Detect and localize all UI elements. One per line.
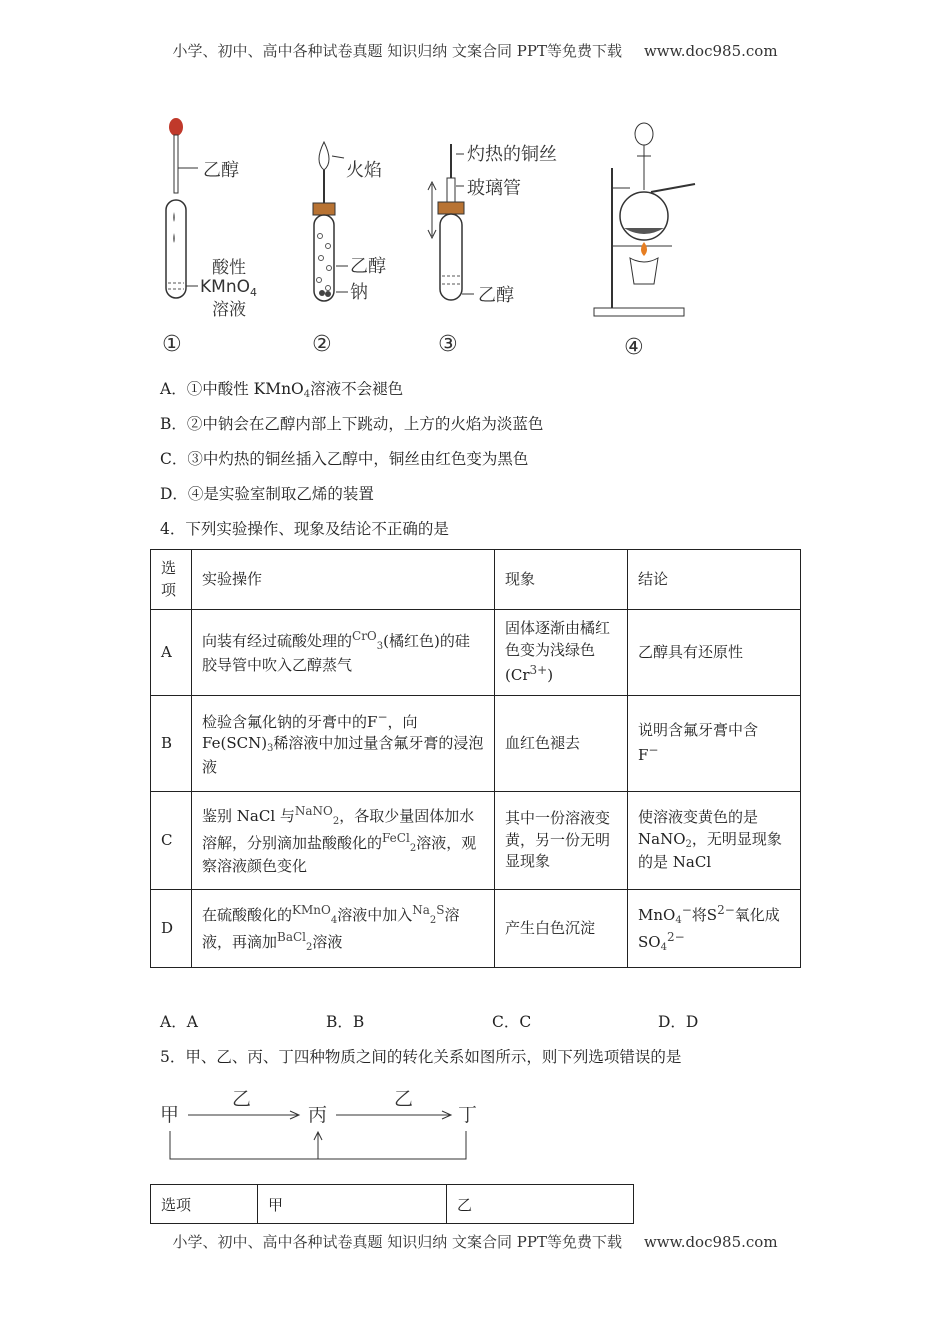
q3-option-b: B．②中钠会在乙醇内部上下跳动，上方的火焰为淡蓝色 (160, 415, 544, 433)
header-text: 小学、初中、高中各种试卷真题 知识归纳 文案合同 PPT等免费下载 (172, 42, 622, 60)
header-operation: 实验操作 (192, 550, 495, 610)
row-phenomenon: 血红色褪去 (495, 696, 628, 792)
f1-sol-label-3: 溶液 (212, 300, 246, 320)
table-header-row (151, 1185, 634, 1224)
row-conclusion: 说明含氟牙膏中含 F− (628, 696, 801, 792)
table-header-row (151, 550, 801, 610)
figure-number-3: ③ (438, 332, 458, 357)
stopper-3-icon (438, 202, 464, 214)
q4-table (150, 549, 801, 968)
figure-2 (312, 142, 386, 357)
header-conclusion: 结论 (628, 550, 801, 610)
row-phenomenon: 其中一份溶液变黄，另一份无明显现象 (495, 792, 628, 890)
f3-ethanol-label: 乙醇 (478, 285, 514, 306)
f3-wire-label: 灼热的铜丝 (467, 144, 557, 165)
row-operation: 在硫酸酸化的$^{KMnO}_4$溶液中加入$^{Na}_2^S$溶液，再滴加$^{BaCl}_2$溶液 (192, 890, 495, 968)
q3-option-a: A．①中酸性 KMnO4溶液不会褪色 (160, 380, 404, 400)
f2-ethanol-label: 乙醇 (350, 256, 386, 277)
q4-option-b: B．B (326, 1013, 365, 1031)
scheme-jia: 甲 (160, 1104, 180, 1126)
q3-option-d: D．④是实验室制取乙烯的装置 (160, 485, 374, 503)
q5-table (150, 1184, 634, 1224)
table-row (151, 792, 801, 890)
header-url: www.doc985.com (643, 42, 778, 60)
footer-url: www.doc985.com (643, 1233, 778, 1251)
figure-1 (162, 118, 257, 357)
row-phenomenon: 固体逐渐由橘红色变为浅绿色$(Cr^{3+})$ (495, 610, 628, 696)
row-label: C (151, 792, 192, 890)
q5-header-option: 选项 (151, 1185, 258, 1224)
f1-sol-label-2: KMnO$_4$ (200, 277, 257, 299)
flame-icon (319, 142, 329, 170)
row-conclusion: MnO$_4$−将$S^{2-}$氧化成 $SO_4^{2-}$ (628, 890, 801, 968)
q3-option-c: C．③中灼热的铜丝插入乙醇中，铜丝由红色变为黑色 (160, 450, 529, 468)
f1-reagent-label: 乙醇 (203, 160, 239, 181)
q5-header-jia: 甲 (258, 1185, 447, 1224)
row-operation: 检验含氟化钠的牙膏中的F−，向 $Fe(SCN)_3$稀溶液中加过量含氟牙膏的浸泡液 (192, 696, 495, 792)
q4-option-c: C．C (492, 1013, 532, 1031)
f2-sodium-label: 钠 (350, 282, 368, 303)
footer-text: 小学、初中、高中各种试卷真题 知识归纳 文案合同 PPT等免费下载 (172, 1233, 622, 1251)
row-conclusion: 乙醇具有还原性 (628, 610, 801, 696)
figure-3 (428, 144, 557, 357)
page-header (0, 40, 950, 61)
figure-number-1: ① (162, 332, 182, 357)
header-phenomenon: 现象 (495, 550, 628, 610)
q5-conversion-scheme (150, 1085, 490, 1165)
table-row (151, 610, 801, 696)
dropper-bulb-icon (169, 118, 183, 136)
stand-base-icon (594, 308, 684, 316)
f2-flame-label: 火焰 (346, 160, 382, 181)
figure-4 (594, 123, 695, 360)
row-label: A (151, 610, 192, 696)
figure-number-2: ② (312, 332, 332, 357)
lamp-flame-icon (641, 242, 647, 256)
dropper-tube-icon (174, 135, 178, 193)
scheme-bing: 丙 (308, 1104, 328, 1126)
funnel-icon (635, 123, 653, 145)
apparatus-drawing (150, 108, 710, 368)
f1-sol-label-1: 酸性 (212, 258, 246, 278)
lamp-icon (630, 258, 658, 284)
q5-header-yi: 乙 (447, 1185, 634, 1224)
f3-tube-label: 玻璃管 (467, 178, 521, 199)
row-conclusion: 使溶液变黄色的是NaNO$_2$，无明显现象的是 NaCl (628, 792, 801, 890)
scheme-reagent-1: 乙 (232, 1088, 252, 1110)
page-footer (0, 1231, 950, 1252)
scheme-drawing (150, 1085, 490, 1165)
q5-stem: 5．甲、乙、丙、丁四种物质之间的转化关系如图所示，则下列选项错误的是 (160, 1048, 682, 1066)
table-row (151, 696, 801, 792)
row-label: D (151, 890, 192, 968)
row-operation: 向装有经过硫酸处理的$^{CrO}_3$(橘红色)的硅胶导管中吹入乙醇蒸气 (192, 610, 495, 696)
test-tube-3-icon (440, 214, 462, 300)
scheme-ding: 丁 (458, 1104, 478, 1126)
row-label: B (151, 696, 192, 792)
table-row (151, 890, 801, 968)
stopper-icon (313, 203, 335, 215)
apparatus-figure (150, 108, 710, 368)
row-phenomenon: 产生白色沉淀 (495, 890, 628, 968)
scheme-reagent-2: 乙 (394, 1088, 414, 1110)
figure-number-4: ④ (624, 335, 644, 360)
header-option: 选项 (151, 550, 192, 610)
q4-option-a: A．A (160, 1013, 198, 1031)
row-operation: 鉴别 NaCl 与$^{NaNO}_2$，各取少量固体加水溶解，分别滴加盐酸酸化的$^{FeCl}_2$溶液，观察溶液颜色变化 (192, 792, 495, 890)
q4-option-d: D．D (658, 1013, 699, 1031)
q4-stem: 4．下列实验操作、现象及结论不正确的是 (160, 520, 449, 538)
